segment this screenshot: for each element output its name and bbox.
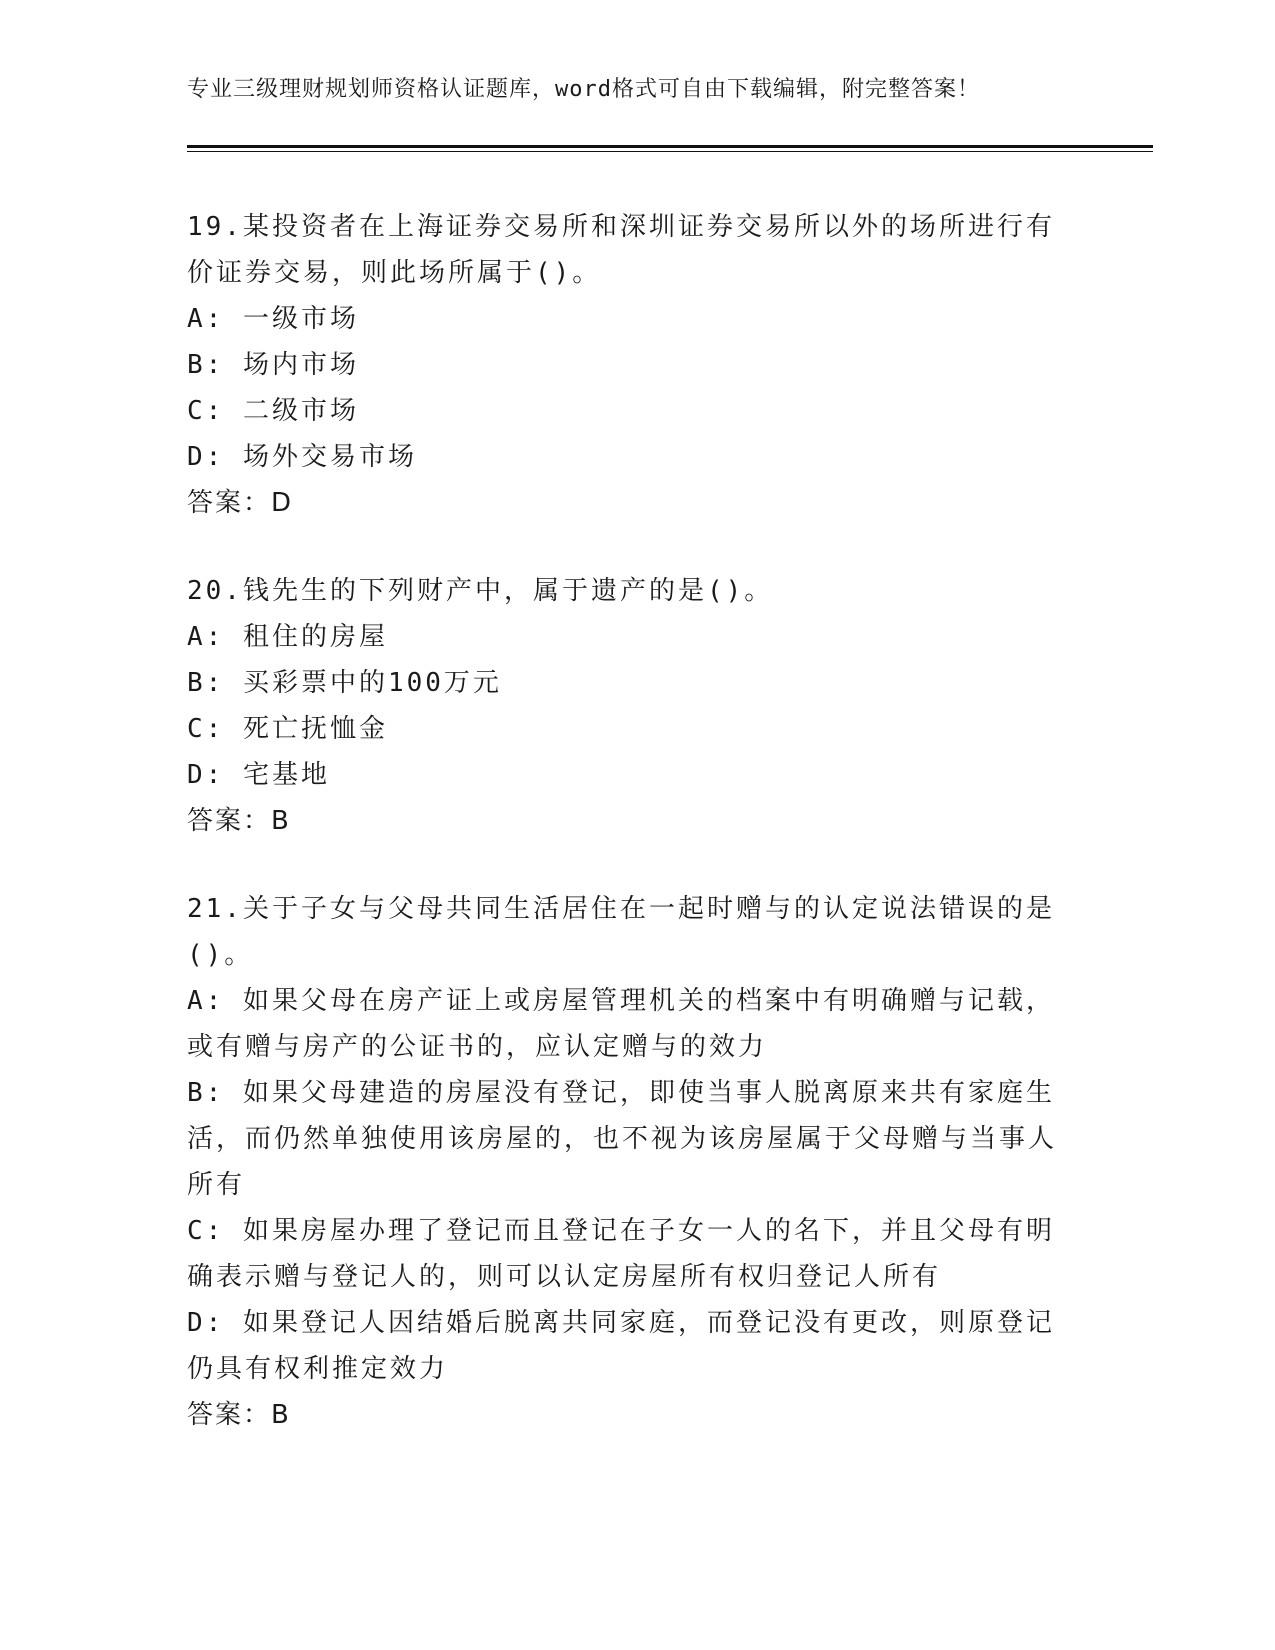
option-c: C: 如果房屋办理了登记而且登记在子女一人的名下，并且父母有明确表示赠与登记人的，则可以认定房屋所有权归登记人所有 — [187, 1216, 1055, 1292]
answer: 答案：B — [187, 1400, 291, 1430]
question-stem: 20.钱先生的下列财产中，属于遗产的是()。 — [187, 576, 774, 606]
option-a: A: 一级市场 — [187, 304, 359, 334]
header-rule-thick — [187, 145, 1153, 148]
option-d: D: 宅基地 — [187, 760, 330, 790]
question-stem: 19.某投资者在上海证券交易所和深圳证券交易所以外的场所进行有价证券交易，则此场所属于()。 — [187, 212, 1055, 288]
question-stem: 21.关于子女与父母共同生活居住在一起时赠与的认定说法错误的是()。 — [187, 894, 1055, 970]
option-c: C: 二级市场 — [187, 396, 359, 426]
page-header: 专业三级理财规划师资格认证题库，word格式可自由下载编辑，附完整答案！ — [187, 77, 980, 102]
option-d: D: 场外交易市场 — [187, 442, 417, 472]
question-21 — [187, 886, 1072, 1438]
option-b: B: 买彩票中的100万元 — [187, 668, 502, 698]
option-d: D: 如果登记人因结婚后脱离共同家庭，而登记没有更改，则原登记仍具有权利推定效力 — [187, 1308, 1055, 1384]
question-19 — [187, 204, 1072, 526]
answer: 答案：D — [187, 488, 294, 518]
option-c: C: 死亡抚恤金 — [187, 714, 388, 744]
answer: 答案：B — [187, 806, 291, 836]
option-a: A: 如果父母在房产证上或房屋管理机关的档案中有明确赠与记载，或有赠与房产的公证书的，应认定赠与的效力 — [187, 986, 1055, 1062]
option-b: B: 场内市场 — [187, 350, 359, 380]
option-b: B: 如果父母建造的房屋没有登记，即使当事人脱离原来共有家庭生活，而仍然单独使用该房屋的，也不视为该房屋属于父母赠与当事人所有 — [187, 1078, 1058, 1200]
option-a: A: 租住的房屋 — [187, 622, 388, 652]
header-rule-thin — [187, 151, 1153, 152]
question-20 — [187, 568, 1072, 844]
question-list — [187, 204, 1072, 1480]
